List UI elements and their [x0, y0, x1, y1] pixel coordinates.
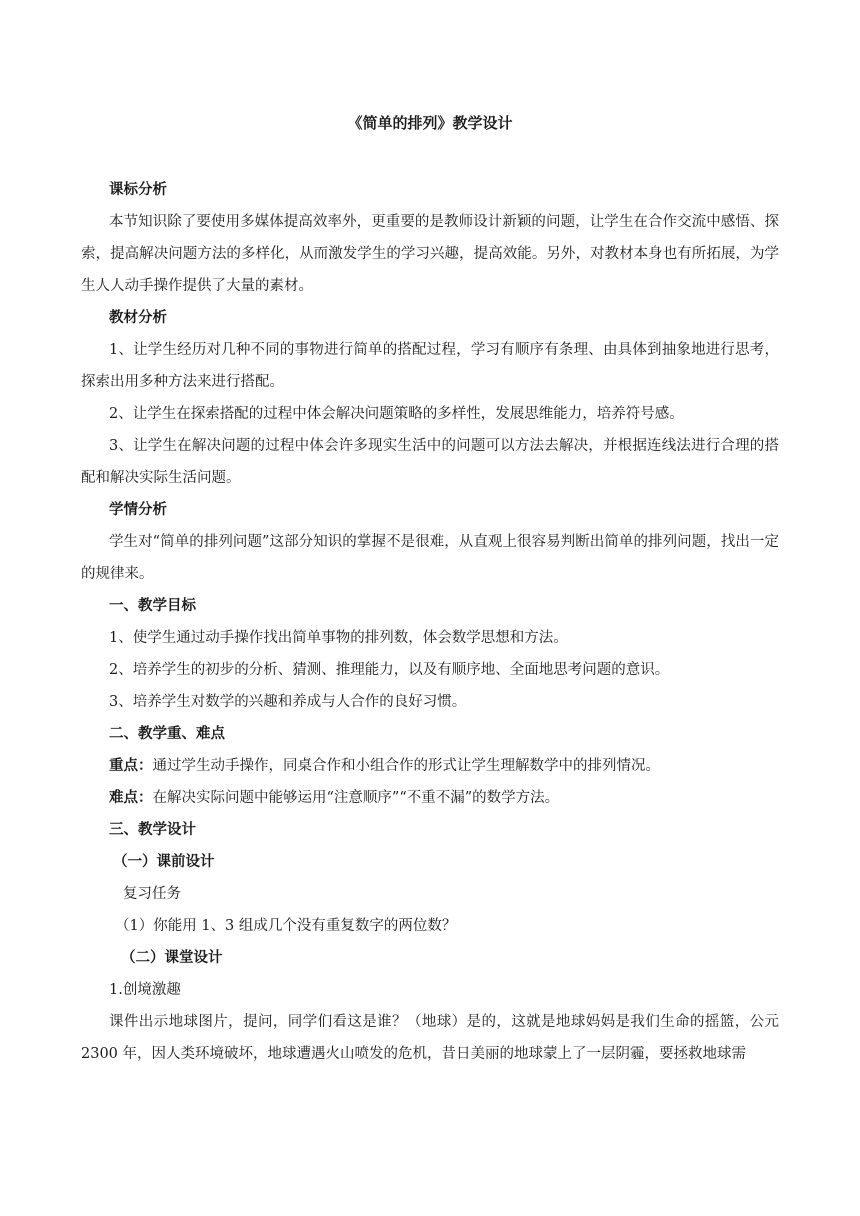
heading-in-class: （二）课堂设计 [121, 949, 223, 966]
review-question: （1）你能用 1、3 组成几个没有重复数字的两位数？ [115, 918, 457, 934]
key-text: 通过学生动手操作，同桌合作和小组合作的形式让学生理解数学中的排列情况。 [152, 758, 660, 774]
list-item: 2、培养学生的初步的分析、猜测、推理能力，以及有顺序地、全面地思考问题的意识。 [109, 662, 670, 678]
difficult-point [81, 782, 779, 814]
hard-label: 难点： [109, 789, 153, 806]
list-item: 3、培养学生对数学的兴趣和养成与人合作的良好习惯。 [109, 694, 467, 710]
heading-design: 三、教学设计 [109, 821, 196, 838]
document-title: 《简单的排列》教学设计 [347, 114, 513, 132]
step-1-title: 1.创境激趣 [109, 982, 181, 998]
hard-text: 在解决实际问题中能够运用“注意顺序”“不重不漏”的数学方法。 [152, 790, 560, 806]
heading-curriculum: 课标分析 [109, 181, 167, 198]
heading-keypoints: 二、教学重、难点 [109, 725, 225, 742]
heading-students: 学情分析 [109, 501, 167, 518]
list-item: 1、使学生通过动手操作找出简单事物的排列数，体会数学思想和方法。 [109, 630, 568, 646]
document-body [81, 174, 779, 1070]
list-item: 3、让学生在解决问题的过程中体会许多现实生活中的问题可以方法去解决，并根据连线法进行合理的搭配和解决实际生活问题。 [81, 438, 779, 486]
list-item: 2、让学生在探索搭配的过程中体会解决问题策略的多样性，发展思维能力，培养符号感。 [109, 406, 684, 422]
step-1-paragraph: 课件出示地球图片，提问，同学们看这是谁？（地球）是的，这就是地球妈妈是我们生命的摇篮，公元 2300 年，因人类环境破坏，地球遭遇火山喷发的危机，昔日美丽的地球蒙上了一层阴霾，要拯救地球需 [81, 1014, 779, 1062]
review-task: 复习任务 [123, 886, 181, 902]
paragraph-curriculum: 本节知识除了要使用多媒体提高效率外，更重要的是教师设计新颖的问题，让学生在合作交流中感悟、探索，提高解决问题方法的多样化，从而激发学生的学习兴趣，提高效能。另外，对教材本身也有所拓展，为学生人人动手操作提供了大量的素材。 [81, 214, 779, 294]
key-point [81, 750, 779, 782]
list-item: 1、让学生经历对几种不同的事物进行简单的搭配过程，学习有顺序有条理、由具体到抽象地进行思考，探索出用多种方法来进行搭配。 [81, 342, 779, 390]
heading-textbook: 教材分析 [109, 309, 167, 326]
heading-goals: 一、教学目标 [109, 597, 196, 614]
paragraph-students: 学生对“简单的排列问题”这部分知识的掌握不是很难，从直观上很容易判断出简单的排列问题，找出一定的规律来。 [81, 534, 779, 582]
key-label: 重点： [109, 757, 153, 774]
heading-pre-class: （一）课前设计 [113, 853, 215, 870]
